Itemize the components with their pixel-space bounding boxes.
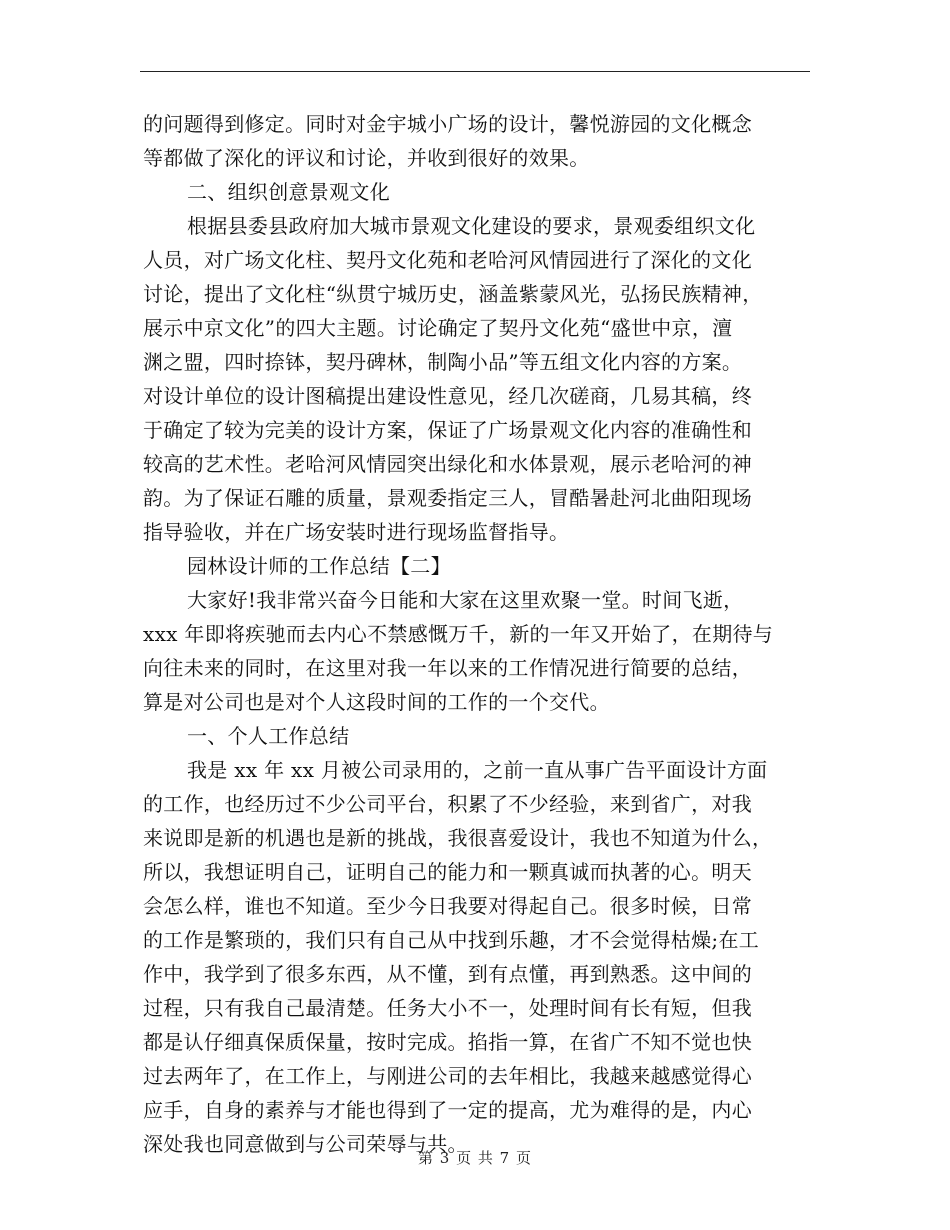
text-line: 的工作，也经历过不少公司平台，积累了不少经验，来到省广，对我: [143, 792, 752, 816]
document-body: [143, 107, 811, 1161]
text-line: 作中，我学到了很多东西，从不懂，到有点懂，再到熟悉。这中间的: [143, 962, 752, 986]
text-line: 会怎么样，谁也不知道。至少今日我要对得起自己。很多时候，日常: [143, 894, 752, 918]
text-line: 园林设计师的工作总结【二】: [187, 554, 451, 578]
text-line: 讨论，提出了文化柱“纵贯宁城历史，涵盖紫蒙风光，弘扬民族精神，: [143, 282, 763, 306]
text-line: 来说即是新的机遇也是新的挑战，我很喜爱设计，我也不知道为什么，: [143, 826, 773, 850]
text-line: 的工作是繁琐的，我们只有自己从中找到乐趣，才不会觉得枯燥;在工: [143, 928, 760, 952]
header-rule: [140, 71, 810, 72]
text-line: 大家好!我非常兴奋今日能和大家在这里欢聚一堂。时间飞逝，: [187, 588, 744, 612]
text-line: 人员，对广场文化柱、契丹文化苑和老哈河风情园进行了深化的文化: [143, 248, 752, 272]
text-line: 较高的艺术性。老哈河风情园突出绿化和水体景观，展示老哈河的神: [143, 452, 752, 476]
text-line: 过去两年了，在工作上，与刚进公司的去年相比，我越来越感觉得心: [143, 1064, 752, 1088]
text-line: 渊之盟，四时捺钵，契丹碑林，制陶小品”等五组文化内容的方案。: [143, 350, 743, 374]
text-line: 等都做了深化的评议和讨论，并收到很好的效果。: [143, 146, 590, 170]
text-line: 向往未来的同时，在这里对我一年以来的工作情况进行简要的总结，: [143, 656, 752, 680]
text-line: 二、组织创意景观文化: [187, 180, 390, 204]
text-line: 应手，自身的素养与才能也得到了一定的提高，尤为难得的是，内心: [143, 1098, 752, 1122]
text-line: 所以，我想证明自己，证明自己的能力和一颗真诚而执著的心。明天: [143, 860, 752, 884]
text-line: 韵。为了保证石雕的质量，景观委指定三人，冒酷暑赴河北曲阳现场: [143, 486, 752, 510]
text-line: 的问题得到修定。同时对金宇城小广场的设计，馨悦游园的文化概念: [143, 112, 752, 136]
text-line: 深处我也同意做到与公司荣辱与共。: [143, 1132, 468, 1156]
text-line: 过程，只有我自己最清楚。任务大小不一，处理时间有长有短，但我: [143, 996, 752, 1020]
text-line: 对设计单位的设计图稿提出建设性意见，经几次磋商，几易其稿，终: [143, 384, 752, 408]
text-line: 都是认仔细真保质保量，按时完成。掐指一算，在省广不知不觉也快: [143, 1030, 752, 1054]
text-line: 一、个人工作总结: [187, 724, 350, 748]
text-line: 指导验收，并在广场安装时进行现场监督指导。: [143, 520, 570, 544]
text-line: 根据县委县政府加大城市景观文化建设的要求，景观委组织文化: [187, 214, 756, 238]
page-number: 第 3 页 共 7 页: [418, 1149, 532, 1167]
text-line: 算是对公司也是对个人这段时间的工作的一个交代。: [143, 690, 610, 714]
text-line: 我是 xx 年 xx 月被公司录用的，之前一直从事广告平面设计方面: [187, 758, 768, 782]
text-line: 展示中京文化”的四大主题。讨论确定了契丹文化苑“盛世中京，澶: [143, 316, 733, 340]
text-line: xxx 年即将疾驰而去内心不禁感慨万千，新的一年又开始了，在期待与: [143, 622, 774, 646]
text-line: 于确定了较为完美的设计方案，保证了广场景观文化内容的准确性和: [143, 418, 752, 442]
